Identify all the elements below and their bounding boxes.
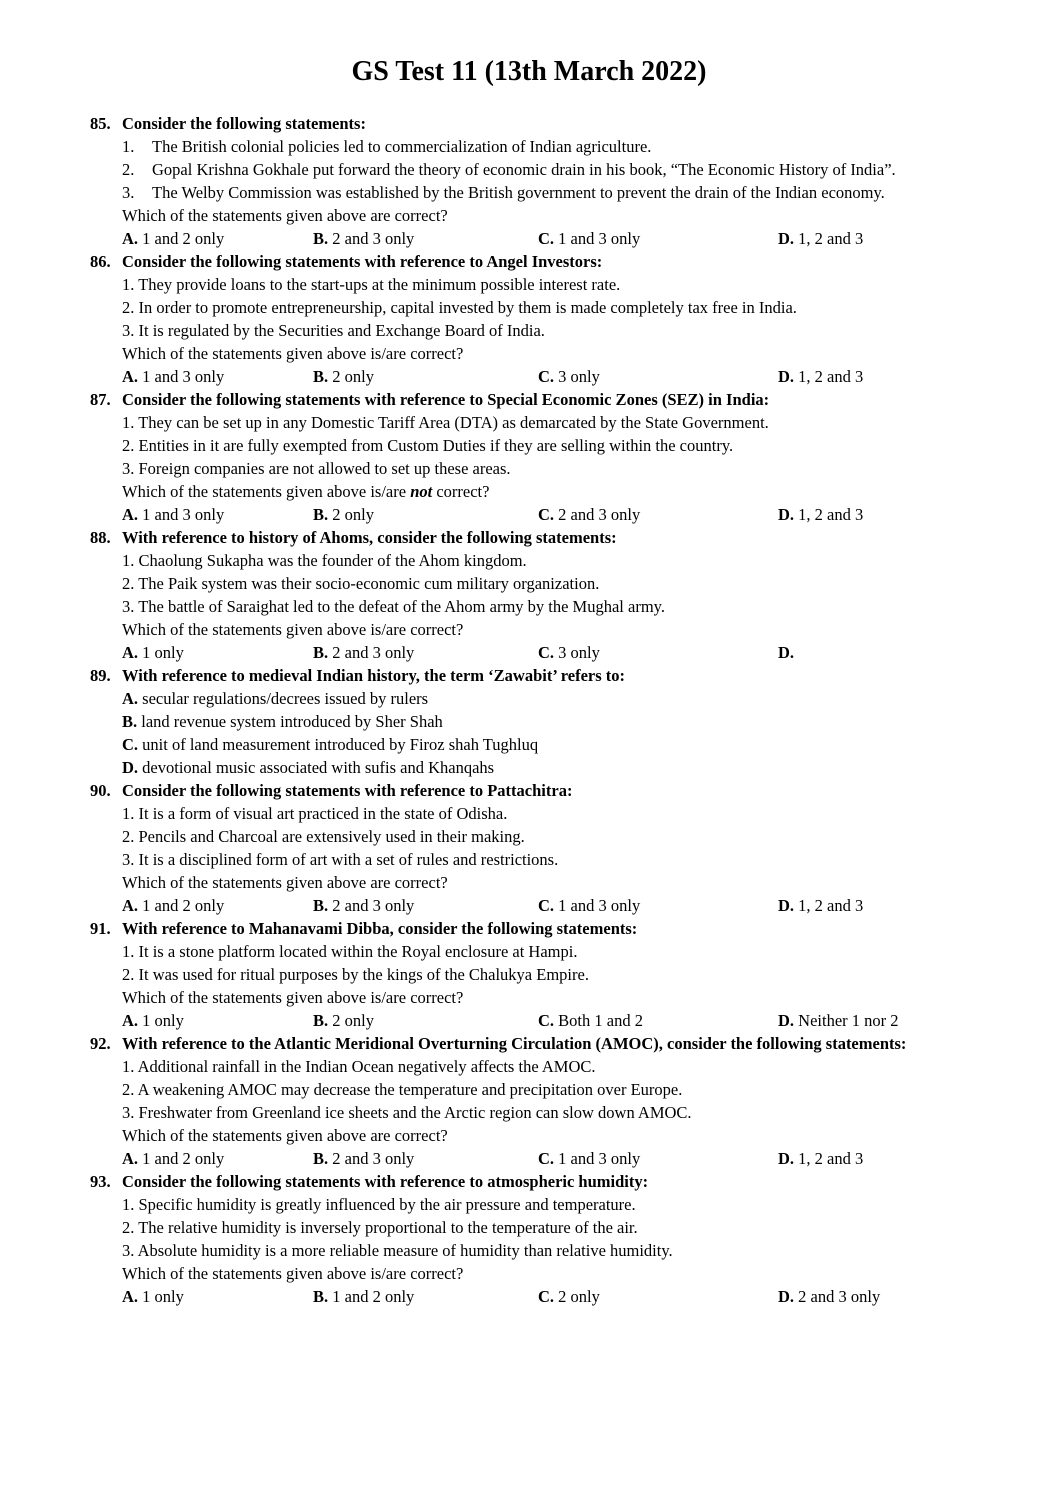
question-closing xyxy=(122,618,968,641)
option-text: 1, 2 and 3 xyxy=(798,229,864,248)
question-header xyxy=(90,1170,968,1193)
option-text: 1 and 3 only xyxy=(558,896,641,915)
options-row xyxy=(122,1285,968,1308)
statement-number: 2. xyxy=(122,827,135,846)
page-title: GS Test 11 (13th March 2022) xyxy=(351,56,707,87)
statement-number: 3. xyxy=(122,1103,135,1122)
option-label: B. xyxy=(313,1149,329,1168)
statement-text: The Welby Commission was established by the British government to prevent the drain of the Indian economy. xyxy=(152,183,885,202)
option-label: A. xyxy=(122,367,139,386)
option-d xyxy=(778,227,968,250)
option-c xyxy=(538,227,778,250)
statement xyxy=(122,181,968,204)
question-body xyxy=(122,411,968,526)
options-row xyxy=(122,503,968,526)
statement-number: 1. xyxy=(122,1057,135,1076)
option-b xyxy=(313,641,538,664)
statement-text: Additional rainfall in the Indian Ocean negatively affects the AMOC. xyxy=(137,1057,596,1076)
option-text: 1 only xyxy=(142,1011,184,1030)
option-label: C. xyxy=(538,1011,555,1030)
option-text: 2 and 3 only xyxy=(558,505,641,524)
options-row xyxy=(122,227,968,250)
question-block xyxy=(90,779,968,917)
closing-text: Which of the statements given above is/are correct? xyxy=(122,620,464,639)
option-text: 1 only xyxy=(142,1287,184,1306)
statement-number: 1. xyxy=(122,413,135,432)
question-stem: Consider the following statements: xyxy=(122,114,366,133)
question-body xyxy=(122,273,968,388)
statement-number: 2. xyxy=(122,965,135,984)
question-number: 91. xyxy=(90,919,111,938)
statement-number: 1. xyxy=(122,275,135,294)
option-label: C. xyxy=(122,735,139,754)
option-a xyxy=(122,503,313,526)
option-a xyxy=(122,687,968,710)
statement-text: The battle of Saraighat led to the defeat of the Ahom army by the Mughal army. xyxy=(138,597,665,616)
statement xyxy=(122,158,968,181)
question-block xyxy=(90,526,968,664)
question-header xyxy=(90,388,968,411)
option-c xyxy=(538,503,778,526)
options-row xyxy=(122,365,968,388)
statement-number: 3. xyxy=(122,321,135,340)
option-label: A. xyxy=(122,689,139,708)
statement xyxy=(122,411,968,434)
question-block xyxy=(90,112,968,250)
options-row xyxy=(122,1009,968,1032)
closing-text: Which of the statements given above are correct? xyxy=(122,206,448,225)
statement-text: It is a disciplined form of art with a set of rules and restrictions. xyxy=(138,850,559,869)
question-body xyxy=(122,1193,968,1308)
question-block xyxy=(90,664,968,779)
question-header xyxy=(90,917,968,940)
question-closing xyxy=(122,1124,968,1147)
option-a xyxy=(122,894,313,917)
statement xyxy=(122,963,968,986)
option-text: Both 1 and 2 xyxy=(558,1011,643,1030)
statement-text: It is a stone platform located within the Royal enclosure at Hampi. xyxy=(138,942,578,961)
option-text: 1 and 3 only xyxy=(142,367,225,386)
question-block xyxy=(90,250,968,388)
option-text: 2 and 3 only xyxy=(798,1287,881,1306)
question-stem: With reference to the Atlantic Meridional Overturning Circulation (AMOC), consider the following statements: xyxy=(122,1034,907,1053)
statement-number: 3. xyxy=(122,597,135,616)
option-c xyxy=(538,894,778,917)
question-header xyxy=(90,1032,968,1055)
statement xyxy=(122,319,968,342)
option-b xyxy=(313,1147,538,1170)
option-text: 1 and 2 only xyxy=(142,896,225,915)
question-number: 89. xyxy=(90,666,111,685)
option-a xyxy=(122,227,313,250)
option-label: A. xyxy=(122,505,139,524)
option-b xyxy=(313,1285,538,1308)
statement-number: 2. xyxy=(122,298,135,317)
statement-text: The relative humidity is inversely proportional to the temperature of the air. xyxy=(138,1218,638,1237)
statement-text: They provide loans to the start-ups at the minimum possible interest rate. xyxy=(138,275,621,294)
option-text: secular regulations/decrees issued by rulers xyxy=(142,689,429,708)
statement-text: Entities in it are fully exempted from Custom Duties if they are selling within the country. xyxy=(138,436,734,455)
statement-number: 1. xyxy=(122,551,135,570)
option-text: 2 and 3 only xyxy=(332,643,415,662)
closing-text: Which of the statements given above is/are correct? xyxy=(122,344,464,363)
statement xyxy=(122,1078,968,1101)
option-d xyxy=(778,1285,968,1308)
question-stem: Consider the following statements with reference to atmospheric humidity: xyxy=(122,1172,649,1191)
option-label: B. xyxy=(313,505,329,524)
question-closing xyxy=(122,986,968,1009)
options-row xyxy=(122,687,968,779)
option-label: B. xyxy=(313,1287,329,1306)
closing-text: correct? xyxy=(432,482,490,501)
option-text: land revenue system introduced by Sher Shah xyxy=(141,712,443,731)
closing-text: Which of the statements given above is/are correct? xyxy=(122,1264,464,1283)
statement xyxy=(122,434,968,457)
question-body xyxy=(122,549,968,664)
option-d xyxy=(778,641,968,664)
statement-number: 2. xyxy=(122,436,135,455)
statement xyxy=(122,848,968,871)
question-block xyxy=(90,1170,968,1308)
statement xyxy=(122,940,968,963)
statement-number: 1. xyxy=(122,1195,135,1214)
option-text: 1, 2 and 3 xyxy=(798,505,864,524)
statement-number: 3. xyxy=(122,459,135,478)
statement xyxy=(122,1101,968,1124)
statement-number: 2. xyxy=(122,1218,135,1237)
option-text: 1 only xyxy=(142,643,184,662)
option-label: C. xyxy=(538,367,555,386)
option-b xyxy=(313,894,538,917)
closing-text: Which of the statements given above is/are xyxy=(122,482,411,501)
question-stem: Consider the following statements with reference to Special Economic Zones (SEZ) in India: xyxy=(122,390,770,409)
option-text: 1 and 2 only xyxy=(332,1287,415,1306)
closing-text: Which of the statements given above is/are correct? xyxy=(122,988,464,1007)
option-b xyxy=(122,710,968,733)
option-label: A. xyxy=(122,229,139,248)
options-row xyxy=(122,1147,968,1170)
option-label: D. xyxy=(778,367,795,386)
question-stem: With reference to Mahanavami Dibba, consider the following statements: xyxy=(122,919,638,938)
option-d xyxy=(778,894,968,917)
statement-text: It is regulated by the Securities and Exchange Board of India. xyxy=(138,321,545,340)
option-label: D. xyxy=(778,643,795,662)
option-label: A. xyxy=(122,643,139,662)
statement xyxy=(122,1055,968,1078)
option-a xyxy=(122,365,313,388)
question-body xyxy=(122,940,968,1032)
statement-number: 3. xyxy=(122,850,135,869)
options-row xyxy=(122,641,968,664)
option-b xyxy=(313,503,538,526)
option-text: 2 only xyxy=(332,367,374,386)
option-text: 1, 2 and 3 xyxy=(798,896,864,915)
option-label: C. xyxy=(538,229,555,248)
statement-text: Chaolung Sukapha was the founder of the Ahom kingdom. xyxy=(138,551,527,570)
option-text: 1 and 3 only xyxy=(558,1149,641,1168)
statement-number: 1. xyxy=(122,942,135,961)
statement-number: 2. xyxy=(122,1080,135,1099)
statement-text: The British colonial policies led to commercialization of Indian agriculture. xyxy=(152,137,652,156)
statement xyxy=(122,825,968,848)
option-a xyxy=(122,641,313,664)
option-text: 1 and 2 only xyxy=(142,1149,225,1168)
option-text: 1 and 2 only xyxy=(142,229,225,248)
option-label: D. xyxy=(778,896,795,915)
option-text: 2 only xyxy=(332,505,374,524)
statement-text: A weakening AMOC may decrease the temperature and precipitation over Europe. xyxy=(137,1080,683,1099)
statement-text: Gopal Krishna Gokhale put forward the theory of economic drain in his book, “The Economic History of India”. xyxy=(152,160,896,179)
question-number: 93. xyxy=(90,1172,111,1191)
option-d xyxy=(122,756,968,779)
option-label: C. xyxy=(538,643,555,662)
option-c xyxy=(538,365,778,388)
statement-text: Foreign companies are not allowed to set up these areas. xyxy=(138,459,511,478)
option-a xyxy=(122,1009,313,1032)
closing-text: Which of the statements given above are correct? xyxy=(122,1126,448,1145)
statement-text: It is a form of visual art practiced in the state of Odisha. xyxy=(138,804,508,823)
option-text: 1 and 3 only xyxy=(142,505,225,524)
option-label: D. xyxy=(778,1287,795,1306)
statement xyxy=(122,296,968,319)
option-text: 2 only xyxy=(332,1011,374,1030)
option-label: B. xyxy=(313,367,329,386)
options-row xyxy=(122,894,968,917)
option-label: A. xyxy=(122,1287,139,1306)
closing-text: not xyxy=(410,482,433,501)
option-d xyxy=(778,1009,968,1032)
question-closing xyxy=(122,1262,968,1285)
option-label: D. xyxy=(778,505,795,524)
statement-text: Freshwater from Greenland ice sheets and the Arctic region can slow down AMOC. xyxy=(138,1103,692,1122)
option-c xyxy=(538,1285,778,1308)
question-stem: Consider the following statements with reference to Pattachitra: xyxy=(122,781,573,800)
question-block xyxy=(90,1032,968,1170)
statement-number: 3. xyxy=(122,183,135,202)
statement-number: 2. xyxy=(122,574,135,593)
statement-text: Absolute humidity is a more reliable measure of humidity than relative humidity. xyxy=(137,1241,673,1260)
option-text: 1, 2 and 3 xyxy=(798,1149,864,1168)
option-b xyxy=(313,227,538,250)
option-text: 2 and 3 only xyxy=(332,896,415,915)
statement xyxy=(122,457,968,480)
question-block xyxy=(90,388,968,526)
option-label: A. xyxy=(122,1011,139,1030)
option-text: 2 and 3 only xyxy=(332,1149,415,1168)
question-stem: Consider the following statements with reference to Angel Investors: xyxy=(122,252,603,271)
statement-number: 3. xyxy=(122,1241,135,1260)
question-header xyxy=(90,112,968,135)
option-c xyxy=(538,1009,778,1032)
question-header xyxy=(90,664,968,687)
option-label: D. xyxy=(122,758,139,777)
option-b xyxy=(313,365,538,388)
option-text: 2 only xyxy=(558,1287,600,1306)
statement-text: In order to promote entrepreneurship, capital invested by them is made completely tax free in India. xyxy=(138,298,797,317)
option-label: D. xyxy=(778,1149,795,1168)
question-stem: With reference to history of Ahoms, consider the following statements: xyxy=(122,528,617,547)
option-text: 2 and 3 only xyxy=(332,229,415,248)
statement xyxy=(122,1193,968,1216)
option-label: A. xyxy=(122,896,139,915)
option-c xyxy=(538,641,778,664)
option-text: 1 and 3 only xyxy=(558,229,641,248)
question-header xyxy=(90,779,968,802)
option-c xyxy=(538,1147,778,1170)
statement xyxy=(122,802,968,825)
option-label: D. xyxy=(778,1011,795,1030)
question-body xyxy=(122,802,968,917)
statement xyxy=(122,1239,968,1262)
option-label: B. xyxy=(313,643,329,662)
option-a xyxy=(122,1285,313,1308)
option-label: C. xyxy=(538,1149,555,1168)
option-text: Neither 1 nor 2 xyxy=(798,1011,899,1030)
option-text: devotional music associated with sufis and Khanqahs xyxy=(142,758,495,777)
option-label: B. xyxy=(313,229,329,248)
statement xyxy=(122,1216,968,1239)
question-number: 90. xyxy=(90,781,111,800)
statement-text: The Paik system was their socio-economic cum military organization. xyxy=(138,574,600,593)
question-list xyxy=(90,112,968,1308)
question-closing xyxy=(122,871,968,894)
question-closing xyxy=(122,480,968,503)
option-d xyxy=(778,1147,968,1170)
option-label: C. xyxy=(538,1287,555,1306)
option-label: B. xyxy=(122,712,138,731)
question-number: 88. xyxy=(90,528,111,547)
question-body xyxy=(122,1055,968,1170)
statement xyxy=(122,595,968,618)
option-a xyxy=(122,1147,313,1170)
question-block xyxy=(90,917,968,1032)
question-stem: With reference to medieval Indian history, the term ‘Zawabit’ refers to: xyxy=(122,666,626,685)
statement xyxy=(122,273,968,296)
option-text: 3 only xyxy=(558,367,600,386)
option-label: B. xyxy=(313,1011,329,1030)
option-label: C. xyxy=(538,505,555,524)
option-d xyxy=(778,503,968,526)
closing-text: Which of the statements given above are correct? xyxy=(122,873,448,892)
question-number: 85. xyxy=(90,114,111,133)
statement-number: 2. xyxy=(122,160,135,179)
question-body xyxy=(122,687,968,779)
question-header xyxy=(90,250,968,273)
question-number: 86. xyxy=(90,252,111,271)
question-body xyxy=(122,135,968,250)
statement xyxy=(122,549,968,572)
option-b xyxy=(313,1009,538,1032)
statement-text: Pencils and Charcoal are extensively used in their making. xyxy=(138,827,525,846)
question-closing xyxy=(122,204,968,227)
statement-text: Specific humidity is greatly influenced by the air pressure and temperature. xyxy=(138,1195,636,1214)
option-c xyxy=(122,733,968,756)
option-d xyxy=(778,365,968,388)
statement xyxy=(122,135,968,158)
question-closing xyxy=(122,342,968,365)
question-number: 87. xyxy=(90,390,111,409)
question-number: 92. xyxy=(90,1034,111,1053)
option-label: D. xyxy=(778,229,795,248)
statement xyxy=(122,572,968,595)
question-header xyxy=(90,526,968,549)
option-text: 3 only xyxy=(558,643,600,662)
statement-text: It was used for ritual purposes by the kings of the Chalukya Empire. xyxy=(138,965,589,984)
option-text: unit of land measurement introduced by Firoz shah Tughluq xyxy=(142,735,539,754)
option-label: B. xyxy=(313,896,329,915)
option-label: C. xyxy=(538,896,555,915)
statement-number: 1. xyxy=(122,804,135,823)
statement-number: 1. xyxy=(122,137,135,156)
statement-text: They can be set up in any Domestic Tariff Area (DTA) as demarcated by the State Government. xyxy=(138,413,769,432)
option-text: 1, 2 and 3 xyxy=(798,367,864,386)
option-label: A. xyxy=(122,1149,139,1168)
